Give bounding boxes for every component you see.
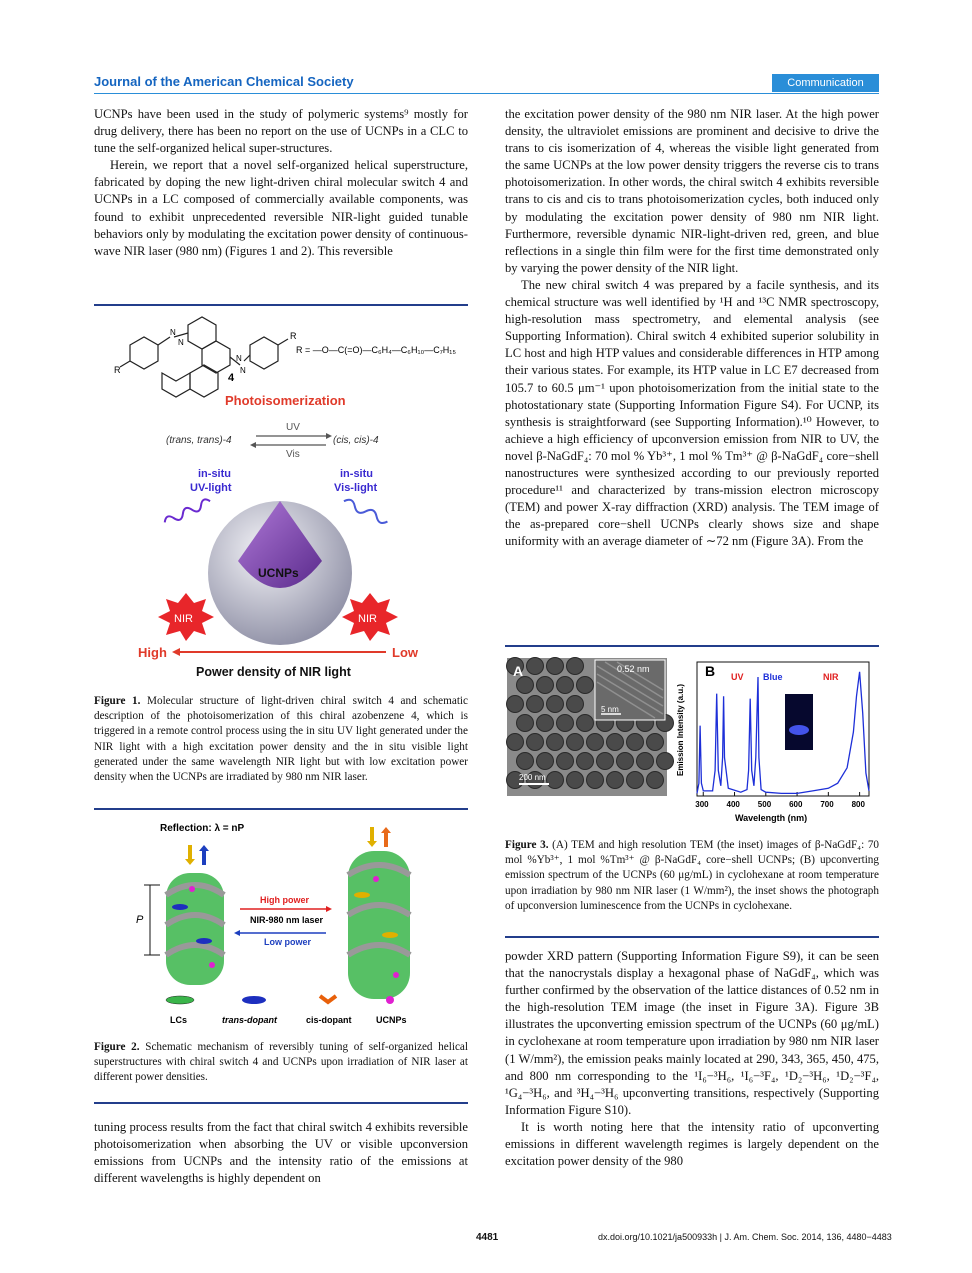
low-power-label: Low power [264, 937, 311, 947]
right-column-bottom [505, 948, 879, 1170]
helix-left [166, 873, 224, 985]
vis-wave-icon [342, 498, 389, 526]
nanoparticle [517, 753, 534, 770]
vis-label: Vis [286, 449, 300, 460]
figure-2-caption-text: Schematic mechanism of reversibly tuning of self-organized helical superstructures with chiral switch 4 and UCNPs upon irradiation of NIR laser at different power densities. [94, 1041, 468, 1084]
x-tick-label: 800 [851, 800, 865, 809]
pitch-label: P [136, 914, 144, 926]
figure-3-label: Figure 3. [505, 839, 549, 851]
nanoparticle [597, 753, 614, 770]
legend-lc-icon [166, 996, 194, 1004]
nanoparticle [577, 753, 594, 770]
uv-peak-label: UV [731, 672, 744, 682]
nanoparticle [507, 696, 524, 713]
right-paragraph-1: the excitation power density of the 980 nm NIR laser. At the high power density, the ultraviolet emissions are prominent and decisive to drive the trans to cis isomerization of 4, whereas the visible light generated from the same UCNPs at the low power density triggers the reverse cis to trans photoisomerization. In other words, the chiral switch 4 exhibits reversible trans to cis and cis to trans photoisomerization cycles, both induced only by modulating the excitation power density of 980 nm NIR light. Furthermore, reversible dynamic NIR-light-driven red, green, and blue reflections in a single thin film were for the first time demonstrated only by varying the power density of the NIR light. [505, 107, 879, 275]
nanoparticle [577, 715, 594, 732]
nanoparticle [557, 677, 574, 694]
figure-2-bottom-rule [94, 1102, 468, 1104]
figure-1-caption [94, 694, 468, 785]
x-tick-label: 700 [820, 800, 834, 809]
nanoparticle [557, 715, 574, 732]
cis-state-label: (cis, cis)-4 [333, 435, 379, 446]
header-rule [94, 93, 879, 94]
nanoparticle [567, 658, 584, 675]
page-number: 4481 [476, 1232, 499, 1243]
figure-2-label: Figure 2. [94, 1041, 140, 1053]
left-paragraph-2: Herein, we report that a novel self-organized helical superstructure, fabricated by doping the new light-driven chiral molecular switch 4 and UCNPs in a LC composed of commercially available components, was found to exhibit unprecedented reversible NIR-light guided tunable behaviors only by modulating the excitation power density of continuous-wave NIR laser (980 nm) (Figures 1 and 2). This reversible [94, 158, 468, 258]
x-ticks [695, 792, 865, 809]
svg-text:N: N [240, 366, 246, 375]
nanoparticle [657, 753, 674, 770]
figure-1-top-rule [94, 304, 468, 306]
figure-2-caption [94, 1040, 468, 1086]
right-paragraph-2: The new chiral switch 4 was prepared by a facile synthesis, and its chemical structure was well identified by ¹H and ¹³C NMR spectroscopy, high-resolution mass spectrometry, and elemental analysis (see Supporting Information). Chiral switch 4 exhibited superior solubility in LC host and high HTP values and considerable differences in HTP among their various states. For example, its HTP value in LC E7 decreased from 105.7 to 60.5 μm⁻¹ upon photoisomerization from the initial state to the photostationary state (Supporting Information Figure S4). For UCNP, its synthesis is straightforward (see Supporting Information).¹⁰ However, to achieve a high efficiency of upconversion emission from NIR to UV, the novel β-NaGdF₄: 70 mol % Yb³⁺, 1 mol % Tm³⁺ @ β-NaGdF₄ core−shell nanostructures were synthesized according to our previously reported procedure¹¹ and characterized by trans-mission electron microscopy (TEM) and power X-ray diffraction (XRD) analysis. The TEM image of the as-prepared core−shell UCNPs clearly shows size and shape uniformity with an average diameter of ∼72 nm (Figure 3A). From the [505, 277, 879, 549]
blue-peak-label: Blue [763, 672, 783, 682]
uv-wave-icon [163, 498, 212, 526]
nanoparticle [607, 734, 624, 751]
doi-citation: dx.doi.org/10.1021/ja500933h | J. Am. Chem. Soc. 2014, 136, 4480−4483 [598, 1232, 892, 1242]
nanoparticle [517, 715, 534, 732]
y-axis-label: Emission Intensity (a.u.) [676, 683, 685, 776]
nanoparticle [577, 677, 594, 694]
nanoparticle [537, 715, 554, 732]
nanoparticle [507, 734, 524, 751]
nanoparticle [547, 772, 564, 789]
nir-right-label: NIR [358, 613, 377, 625]
figure-3-bottom-rule [505, 936, 879, 938]
high-power-label: High power [260, 895, 309, 905]
main-scale-label: 200 nm [519, 773, 546, 782]
figure-3-caption-text: (A) TEM and high resolution TEM (the inset) images of β-NaGdF₄: 70 mol %Yb³⁺, 1 mol %Tm³⁺ @ β-NaGdF₄ core−shell UCNPs; (B) upconverting emission spectrum of the UCNPs (60 μg/mL) in cyclohexane at room temperature upon irradiation by 980 nm NIR laser (1 W/mm²), the inset shows the photograph of upconversion luminescence from the UCNPs in cyclohexane. [505, 839, 880, 912]
legend-cis-icon [320, 996, 336, 1002]
right-paragraph-4: It is worth noting here that the intensity ratio of upconverting emissions in different wavelength regimes is largely dependent on the excitation power density of the 980 [505, 1119, 879, 1169]
nanoparticle [567, 696, 584, 713]
nanoparticle [537, 677, 554, 694]
nanoparticle [567, 734, 584, 751]
figure-3 [505, 654, 879, 824]
nanoparticle [557, 753, 574, 770]
journal-title: Journal of the American Chemical Society [94, 74, 354, 89]
left-paragraph-1: UCNPs have been used in the study of polymeric systems⁹ mostly for drug delivery, there has been no report on the use of UCNPs in a CLC to tune the self-organized helical super-structures. [94, 107, 468, 156]
trans-state-label: (trans, trans)-4 [166, 435, 232, 446]
x-tick-label: 300 [695, 800, 709, 809]
high-label: High [138, 645, 167, 660]
spectrum-line [697, 672, 869, 794]
figure-1-caption-text: Molecular structure of light-driven chiral switch 4 and schematic description of the photoisomerization of this chiral azobenzene 4, which is triggered in a remote control process using the in situ UV light generated under the NIR light with a high excitation power density and the in situ visible light generated under the same wavelength NIR light but with low excitation power density when the UCNPs are irradiated by 980 nm NIR laser. [94, 695, 468, 784]
figure-2-top-rule [94, 808, 468, 810]
figure-2 [100, 815, 462, 1030]
compound-number: 4 [228, 372, 235, 384]
nanoparticle [547, 734, 564, 751]
left-column-bottom [94, 1119, 468, 1187]
lattice-label: 0.52 nm [617, 664, 650, 674]
svg-text:R: R [114, 365, 121, 375]
figure-1-label: Figure 1. [94, 695, 141, 707]
x-tick-label: 500 [757, 800, 772, 809]
legend-ucnp-icon [386, 996, 394, 1004]
nanoparticle [527, 658, 544, 675]
x-axis-label: Wavelength (nm) [735, 813, 808, 823]
uv-label: UV [286, 422, 300, 433]
svg-text:R: R [290, 331, 297, 341]
legend-trans: trans-dopant [222, 1015, 277, 1025]
nir-left-label: NIR [174, 613, 193, 625]
nir-peak-label: NIR [823, 672, 839, 682]
nanoparticle [607, 772, 624, 789]
panel-b-label: B [705, 663, 716, 679]
left-paragraph-3: tuning process results from the fact that chiral switch 4 exhibits reversible photoisomerization when absorbing the UV or visible upconversion emissions from UCNPs and the intensity ratio of the emissions at different wavelengths is highly dependent on [94, 1120, 468, 1186]
ucnps-core-label: UCNPs [258, 566, 299, 580]
nanoparticle [627, 772, 644, 789]
molecule-structure [120, 317, 288, 397]
laser-label: NIR-980 nm laser [250, 915, 324, 925]
nanoparticle [537, 753, 554, 770]
nanoparticle [567, 772, 584, 789]
section-badge: Communication [772, 74, 879, 92]
r-group-label: R = —O—C(=O)—C₆H₄—C₆H₁₀—C₇H₁₅ [296, 345, 456, 355]
insitu-vis-label: in-situ Vis-light [334, 468, 378, 494]
svg-text:N: N [236, 354, 242, 363]
reflection-label: Reflection: λ = nP [160, 823, 245, 834]
legend-cis: cis-dopant [306, 1015, 352, 1025]
legend-lcs: LCs [170, 1015, 188, 1025]
nanoparticle [587, 772, 604, 789]
legend-trans-icon [242, 996, 266, 1004]
x-tick-label: 600 [789, 800, 803, 809]
nanoparticle [527, 734, 544, 751]
nanoparticle [637, 753, 654, 770]
nanoparticle [647, 772, 664, 789]
luminescence-photo [785, 694, 813, 750]
nanoparticle [547, 696, 564, 713]
photoisomerization-heading: Photoisomerization [225, 393, 346, 408]
right-column-top [505, 106, 879, 550]
nanoparticle [517, 677, 534, 694]
figure-1 [100, 315, 462, 685]
nanoparticle [617, 753, 634, 770]
helix-right [348, 851, 410, 999]
svg-text:N: N [170, 328, 176, 337]
nanoparticle [547, 658, 564, 675]
low-label: Low [392, 645, 418, 660]
figure-3-top-rule [505, 645, 879, 647]
right-paragraph-3: powder XRD pattern (Supporting Information Figure S9), it can be seen that the nanocrystals display a hexagonal phase of NaGdF₄, which was further confirmed by the observation of the lattice distances of 0.52 nm in the high-resolution TEM image (the inset in Figure 3A). Figure 3B illustrates the upconverting emission spectrum of the UCNPs (60 μg/mL) in cyclohexane at room temperature upon irradiation by 980 nm NIR laser (1 W/mm²), the emission peaks mainly located at 290, 343, 365, 450, 475, and 800 nm corresponding to the ¹I₆−³H₆, ¹I₆−³F₄, ¹D₂−³H₆, ¹D₂−³F₄, ¹G₄−³H₆, and ³H₄−³H₆ upconverting transitions, respectively (Supporting Information Figure S10). [505, 949, 879, 1117]
nanoparticle [527, 696, 544, 713]
panel-a-label: A [513, 663, 524, 679]
figure-3-caption [505, 838, 879, 914]
nanoparticle [587, 734, 604, 751]
legend-ucnps: UCNPs [376, 1015, 407, 1025]
left-column-top [94, 106, 468, 260]
inset-scale-label: 5 nm [601, 705, 619, 714]
nanoparticle [647, 734, 664, 751]
nanoparticle [627, 734, 644, 751]
x-tick-label: 400 [726, 800, 740, 809]
power-density-label: Power density of NIR light [196, 665, 351, 679]
svg-text:N: N [178, 338, 184, 347]
insitu-uv-label: in-situ UV-light [190, 468, 232, 494]
